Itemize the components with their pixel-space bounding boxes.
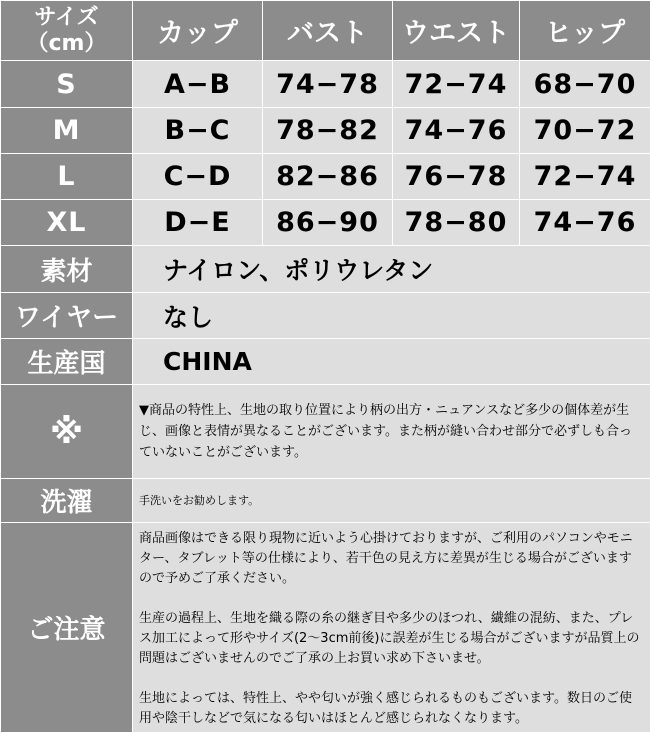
material-label: 素材 (1, 246, 133, 293)
paragraph-spacer (139, 669, 644, 689)
size-column-header (1, 1, 133, 61)
cup-value-s: A−B (133, 61, 263, 108)
size-label-m: M (1, 108, 133, 154)
note-mark-text: ▼商品の特性上、生地の取り位置により柄の出方・ニュアンスなど多少の個体差が生じ、画像と表情が異なることがございます。また柄が縫い合わせ部分で必ずしも合っていないことがございます。 (133, 385, 650, 479)
size-header-unit: （cm） (1, 31, 132, 57)
bust-column-header: バスト (263, 1, 393, 61)
size-header-row (1, 1, 650, 61)
material-row (1, 246, 650, 293)
note-row (1, 385, 650, 479)
washing-text: 手洗いをお勧めします。 (133, 479, 650, 523)
cup-value-m: B−C (133, 108, 263, 154)
waist-column-header: ウエスト (393, 1, 520, 61)
caution-paragraph-color: 商品画像はできる限り現物に近いよう心掛けておりますが、ご利用のパソコンやモニター、タブレット等の仕様により、若干色の見え方に差異が生じる場合がございますので予めご了承ください。 (139, 529, 644, 589)
size-row-m (1, 108, 650, 154)
size-row-l (1, 154, 650, 200)
cup-value-l: C−D (133, 154, 263, 200)
caution-label: ご注意 (1, 523, 133, 733)
cup-column-header: カップ (133, 1, 263, 61)
note-mark-label: ※ (1, 385, 133, 479)
wire-row (1, 293, 650, 339)
size-header-label: サイズ (1, 5, 132, 31)
caution-row (1, 523, 650, 733)
waist-value-l: 76−78 (393, 154, 520, 200)
origin-label: 生産国 (1, 339, 133, 385)
hip-column-header: ヒップ (520, 1, 650, 61)
size-label-l: L (1, 154, 133, 200)
origin-row (1, 339, 650, 385)
size-row-xl (1, 200, 650, 246)
waist-value-s: 72−74 (393, 61, 520, 108)
size-row-s (1, 61, 650, 108)
washing-label: 洗濯 (1, 479, 133, 523)
bust-value-s: 74−78 (263, 61, 393, 108)
cup-value-xl: D−E (133, 200, 263, 246)
wire-value: なし (133, 293, 650, 339)
waist-value-m: 74−76 (393, 108, 520, 154)
origin-value: CHINA (133, 339, 650, 385)
caution-paragraph-production: 生産の過程上、生地を織る際の糸の継ぎ目や多少のほつれ、繊維の混紡、また、プレス加工によって形やサイズ(2〜3cm前後)に誤差が生じる場合がございますが品質上の問題はございませんのでご了承の上お買い求め下さいませ。 (139, 609, 644, 669)
hip-value-l: 72−74 (520, 154, 650, 200)
bust-value-l: 82−86 (263, 154, 393, 200)
paragraph-spacer (139, 589, 644, 609)
washing-row (1, 479, 650, 523)
caution-paragraph-odor: 生地によっては、特性上、やや匂いが強く感じられるものもございます。数日のご使用や陰干しなどで気になる匂いはほとんど感じられなくなります。 (139, 689, 644, 729)
waist-value-xl: 78−80 (393, 200, 520, 246)
hip-value-m: 70−72 (520, 108, 650, 154)
bust-value-xl: 86−90 (263, 200, 393, 246)
size-label-xl: XL (1, 200, 133, 246)
caution-text-block (133, 523, 650, 733)
size-label-s: S (1, 61, 133, 108)
wire-label: ワイヤー (1, 293, 133, 339)
hip-value-xl: 74−76 (520, 200, 650, 246)
material-value: ナイロン、ポリウレタン (133, 246, 650, 293)
bust-value-m: 78−82 (263, 108, 393, 154)
hip-value-s: 68−70 (520, 61, 650, 108)
